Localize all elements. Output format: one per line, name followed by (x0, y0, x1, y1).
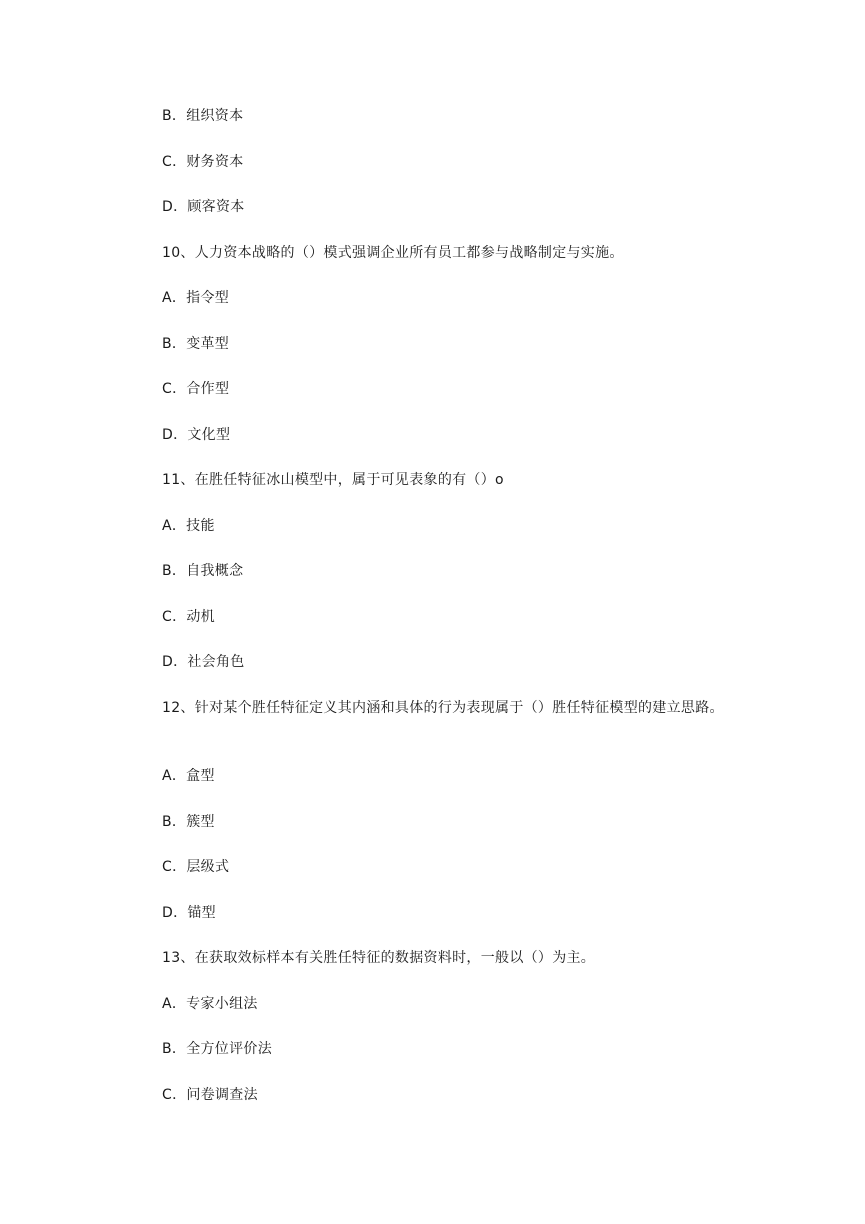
q10-option-d: D．文化型 (162, 427, 231, 443)
q10-option-a: A．指令型 (162, 290, 230, 306)
q11-option-b: B．自我概念 (162, 563, 244, 579)
q11-option-d: D．社会角色 (162, 654, 245, 670)
q13-option-c: C．问卷调查法 (162, 1087, 258, 1103)
question-13: 13、在获取效标样本有关胜任特征的数据资料时，一般以（）为主。 (162, 950, 596, 966)
question-12: 12、针对某个胜任特征定义其内涵和具体的行为表现属于（）胜任特征模型的建立思路。 (162, 700, 724, 716)
q12-option-b: B．簇型 (162, 814, 215, 830)
q10-option-b: B．变革型 (162, 336, 230, 352)
q12-option-d: D．锚型 (162, 905, 216, 921)
option-c-financial-capital: C．财务资本 (162, 154, 244, 170)
option-b-organizational-capital: B．组织资本 (162, 108, 244, 124)
q11-option-a: A．技能 (162, 518, 215, 534)
q11-option-c: C．动机 (162, 609, 215, 625)
q13-option-b: B．全方位评价法 (162, 1041, 273, 1057)
q12-option-c: C．层级式 (162, 859, 230, 875)
q10-option-c: C．合作型 (162, 381, 230, 397)
question-11: 11、在胜任特征冰山模型中，属于可见表象的有（）o (162, 472, 504, 488)
option-d-customer-capital: D．顾客资本 (162, 199, 245, 215)
q13-option-a: A．专家小组法 (162, 996, 258, 1012)
q12-option-a: A．盒型 (162, 768, 215, 784)
question-10: 10、人力资本战略的（）模式强调企业所有员工都参与战略制定与实施。 (162, 245, 624, 261)
